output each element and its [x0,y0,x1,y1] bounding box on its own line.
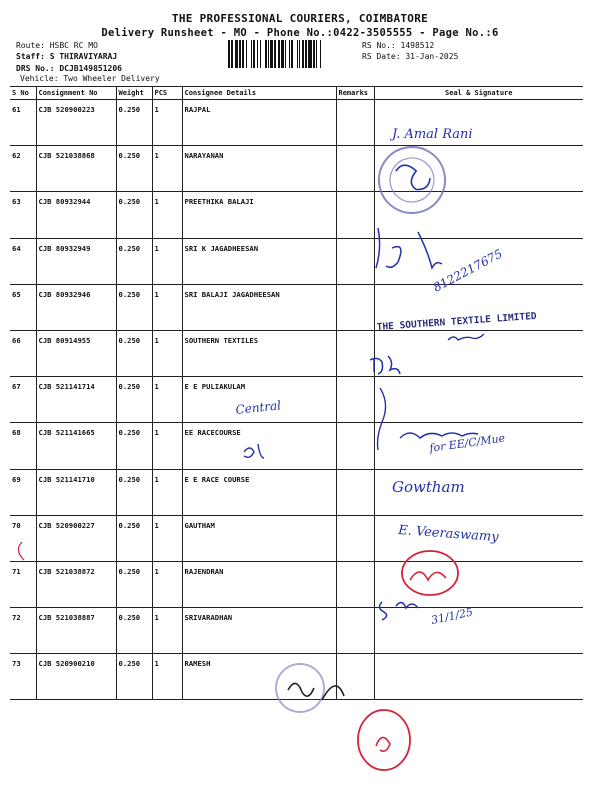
row-consignee: RAJENDRAN [182,561,336,607]
row-remarks [336,284,374,330]
row-remarks [336,377,374,423]
row-consignment-no: CJB 520900227 [36,515,116,561]
col-remarks: Remarks [336,87,374,100]
row-pcs: 1 [152,238,182,284]
signature-69-text: for EE/C/Mue [428,431,506,455]
row-remarks [336,192,374,238]
row-consignment-no: CJB 521038868 [36,146,116,192]
row-remarks [336,330,374,376]
table-row [10,608,583,654]
row-consignment-no: CJB 80932949 [36,238,116,284]
row-consignment-no: CJB 520900210 [36,654,116,700]
col-seal-signature: Seal & Signature [374,87,583,100]
row-sno: 69 [10,469,36,515]
row-sno: 65 [10,284,36,330]
row-seal-signature [374,515,583,561]
row-weight: 0.250 [116,423,152,469]
row-pcs: 1 [152,469,182,515]
col-consignee: Consignee Details [182,87,336,100]
row-sno: 72 [10,608,36,654]
row-pcs: 1 [152,146,182,192]
row-remarks [336,515,374,561]
row-sno: 71 [10,561,36,607]
table-row [10,515,583,561]
table-row [10,423,583,469]
col-sno: S No [10,87,36,100]
row-consignment-no: CJB 80932946 [36,284,116,330]
row-pcs: 1 [152,330,182,376]
signature-61: J. Amal Rani [392,127,473,142]
row-seal-signature [374,608,583,654]
row-sno: 68 [10,423,36,469]
row-remarks [336,238,374,284]
row-sno: 73 [10,654,36,700]
company-stamp-66: THE SOUTHERN TEXTILE LIMITED [376,310,537,333]
row-sno: 66 [10,330,36,376]
row-consignee: RAMESH [182,654,336,700]
signature-71: E. Veeraswamy [397,523,500,546]
table-row [10,330,583,376]
row-pcs: 1 [152,654,182,700]
row-seal-signature [374,469,583,515]
row-consignee: GAUTHAM [182,515,336,561]
row-remarks [336,561,374,607]
row-consignee: RAJPAL [182,100,336,146]
row-consignee: SOUTHERN TEXTILES [182,330,336,376]
row-consignment-no: CJB 521038872 [36,561,116,607]
row-weight: 0.250 [116,608,152,654]
row-seal-signature [374,423,583,469]
route-label: Route: HSBC RC MO [16,41,98,50]
runsheet-table [10,86,583,700]
signature-70: Gowtham [392,478,465,496]
row-weight: 0.250 [116,377,152,423]
row-remarks [336,423,374,469]
row-weight: 0.250 [116,561,152,607]
row-seal-signature [374,192,583,238]
col-weight: Weight [116,87,152,100]
table-row [10,238,583,284]
row-weight: 0.250 [116,469,152,515]
row-consignment-no: CJB 521141710 [36,469,116,515]
row-consignee: SRI K JAGADHEESAN [182,238,336,284]
row-consignee: PREETHIKA BALAJI [182,192,336,238]
row-weight: 0.250 [116,192,152,238]
row-pcs: 1 [152,423,182,469]
signature-68: Central [234,398,282,417]
row-consignment-no: CJB 80914955 [36,330,116,376]
table-row [10,192,583,238]
row-remarks [336,100,374,146]
row-weight: 0.250 [116,515,152,561]
row-weight: 0.250 [116,146,152,192]
table-row [10,377,583,423]
table-row [10,561,583,607]
row-consignment-no: CJB 521038887 [36,608,116,654]
col-pcs: PCS [152,87,182,100]
row-sno: 61 [10,100,36,146]
row-consignee: EE RACECOURSE [182,423,336,469]
row-consignment-no: CJB 80932944 [36,192,116,238]
row-sno: 62 [10,146,36,192]
row-sno: 63 [10,192,36,238]
phone-64: 8122217675 [430,246,505,295]
row-seal-signature [374,284,583,330]
row-weight: 0.250 [116,330,152,376]
row-pcs: 1 [152,192,182,238]
row-remarks [336,608,374,654]
row-pcs: 1 [152,608,182,654]
row-consignment-no: CJB 521141665 [36,423,116,469]
row-seal-signature [374,238,583,284]
runsheet-subtitle: Delivery Runsheet - MO - Phone No.:0422-3505555 - Page No.:6 [101,27,499,39]
row-sno: 67 [10,377,36,423]
row-pcs: 1 [152,284,182,330]
vehicle-label: Vehicle: Two Wheeler Delivery [20,74,160,83]
col-consignment: Consignment No [36,87,116,100]
row-seal-signature [374,100,583,146]
table-row [10,469,583,515]
row-consignment-no: CJB 521141714 [36,377,116,423]
row-seal-signature [374,654,583,700]
staff-label: Staff: S THIRAVIYARAJ [16,52,118,61]
row-consignee: NARAYANAN [182,146,336,192]
row-seal-signature [374,377,583,423]
row-consignee: E E RACE COURSE [182,469,336,515]
drs-number: DRS No.: DCJB149851206 [16,64,122,73]
row-seal-signature [374,330,583,376]
row-sno: 64 [10,238,36,284]
barcode [228,40,352,68]
row-remarks [336,654,374,700]
rs-number: RS No.: 1498512 [362,41,435,50]
table-row [10,146,583,192]
row-remarks [336,146,374,192]
row-consignee: SRIVARADHAN [182,608,336,654]
row-pcs: 1 [152,100,182,146]
row-weight: 0.250 [116,284,152,330]
table-row [10,654,583,700]
row-consignment-no: CJB 520900223 [36,100,116,146]
date-73: 31/1/25 [429,605,475,627]
row-remarks [336,469,374,515]
row-pcs: 1 [152,377,182,423]
rs-date: RS Date: 31-Jan-2025 [362,52,459,61]
row-weight: 0.250 [116,654,152,700]
table-header [10,87,583,100]
row-seal-signature [374,561,583,607]
row-consignee: SRI BALAJI JAGADHEESAN [182,284,336,330]
row-seal-signature [374,146,583,192]
row-weight: 0.250 [116,238,152,284]
table-row [10,100,583,146]
red-mark-bottom [358,710,410,770]
table-row [10,284,583,330]
row-pcs: 1 [152,561,182,607]
row-pcs: 1 [152,515,182,561]
row-weight: 0.250 [116,100,152,146]
company-title: THE PROFESSIONAL COURIERS, COIMBATORE [171,12,429,25]
row-sno: 70 [10,515,36,561]
row-consignee: E E PULIAKULAM [182,377,336,423]
